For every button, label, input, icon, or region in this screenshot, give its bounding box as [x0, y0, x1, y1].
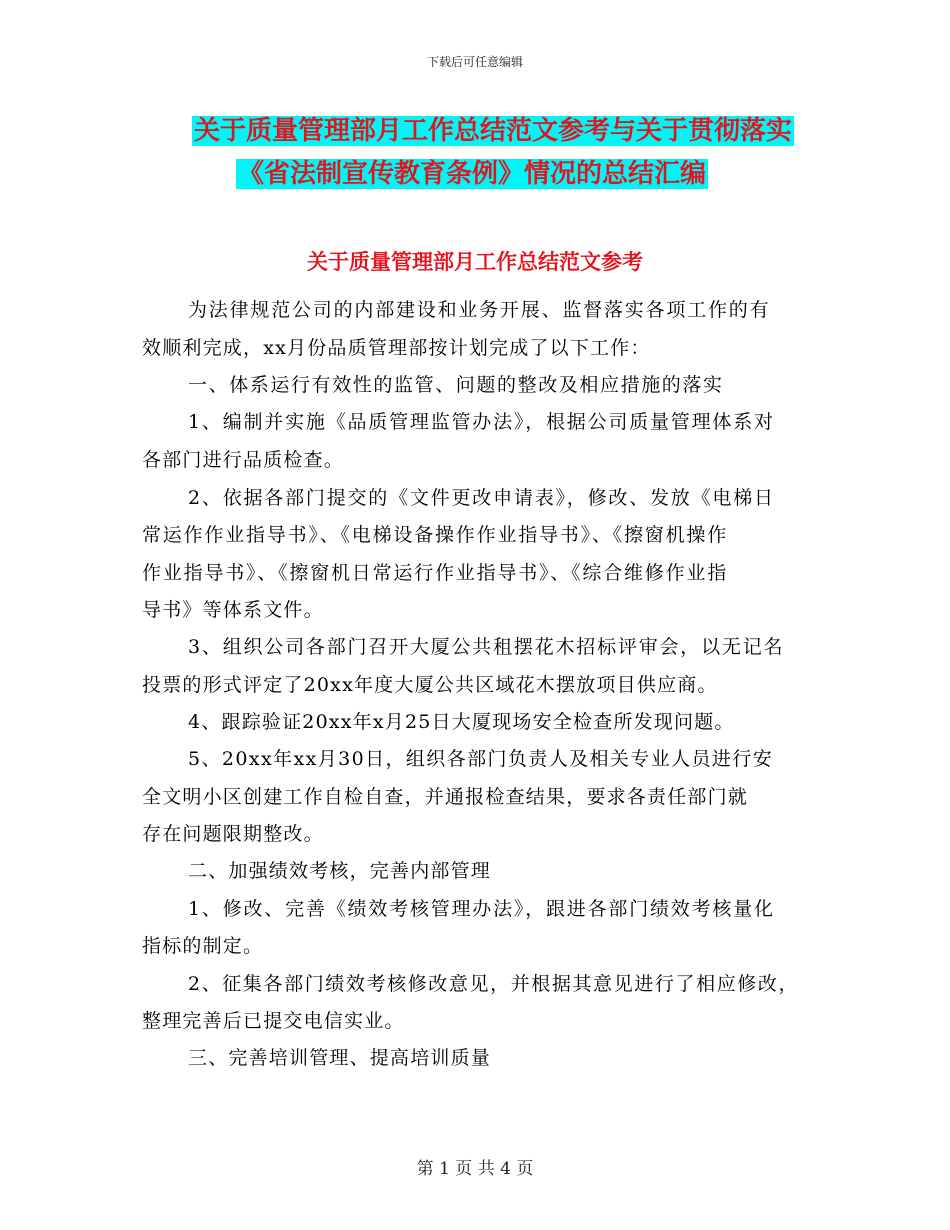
paragraph-line: 1、修改、完善《绩效考核管理办法》，跟进各部门绩效考核量化 — [188, 898, 775, 920]
paragraph-line: 2、征集各部门绩效考核修改意见，并根据其意见进行了相应修改， — [188, 973, 800, 995]
paragraph-line: 为法律规范公司的内部建设和业务开展、监督落实各项工作的有 — [188, 299, 771, 321]
page-number-footer: 第 1 页 共 4 页 — [416, 1159, 534, 1179]
title-line-1-text: 关于质量管理部月工作总结范文参考与关于贯彻落实 — [193, 116, 792, 146]
paragraph-line: 全文明小区创建工作自检自查，并通报检查结果，要求各责任部门就 — [142, 786, 749, 808]
paragraph-line: 指标的制定。 — [142, 935, 264, 957]
paragraph-line: 二、加强绩效考核，完善内部管理 — [188, 860, 492, 882]
paragraph-line: 三、完善培训管理、提高培训质量 — [188, 1047, 492, 1069]
paragraph-line: 整理完善后已提交电信实业。 — [142, 1010, 405, 1032]
paragraph-line: 导书》等体系文件。 — [142, 599, 324, 621]
paragraph-line: 效顺利完成，xx月份品质管理部按计划完成了以下工作： — [142, 337, 651, 359]
document-title-line-2 — [0, 156, 947, 192]
document-title-line-1 — [18, 113, 950, 149]
paragraph-line: 各部门进行品质检查。 — [142, 449, 345, 471]
paragraph-line: 2、依据各部门提交的《文件更改申请表》，修改、发放《电梯日 — [188, 487, 775, 509]
paragraph-line: 存在问题限期整改。 — [142, 823, 324, 845]
paragraph-line: 5、20xx年xx月30日，组织各部门负责人及相关专业人员进行安 — [188, 748, 774, 770]
header-note: 下载后可任意编辑 — [426, 55, 523, 69]
section-title: 关于质量管理部月工作总结范文参考 — [307, 250, 643, 274]
title-line-2-text: 《省法制宣传教育条例》情况的总结汇编 — [237, 159, 706, 189]
paragraph-line: 1、编制并实施《品质管理监管办法》，根据公司质量管理体系对 — [188, 411, 775, 433]
paragraph-line: 投票的形式评定了20xx年度大厦公共区域花木摆放项目供应商。 — [142, 674, 718, 696]
paragraph-line: 作业指导书》、《擦窗机日常运行作业指导书》、《综合维修作业指 — [142, 562, 729, 584]
paragraph-line: 常运作作业指导书》、《电梯设备操作作业指导书》、《擦窗机操作 — [142, 524, 729, 546]
paragraph-line: 3、组织公司各部门召开大厦公共租摆花木招标评审会，以无记名 — [188, 636, 785, 658]
paragraph-line: 4、跟踪验证20xx年x月25日大厦现场安全检查所发现问题。 — [188, 711, 735, 733]
paragraph-line: 一、体系运行有效性的监管、问题的整改及相应措施的落实 — [188, 374, 724, 396]
